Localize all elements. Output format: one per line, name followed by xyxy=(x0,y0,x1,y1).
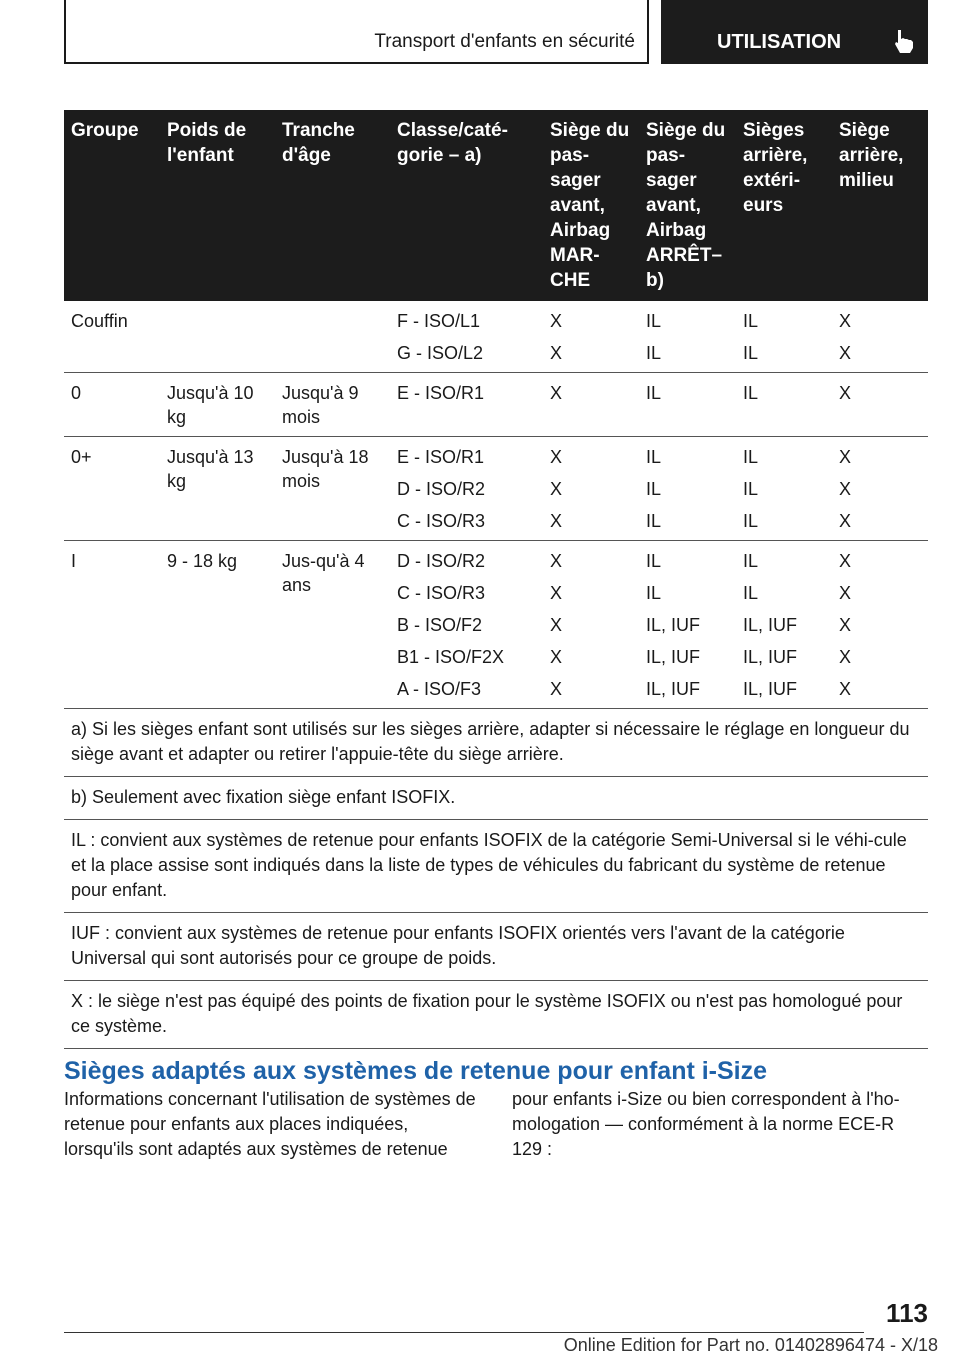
cell-line: IL xyxy=(743,311,759,331)
chapter-tab xyxy=(661,0,928,64)
table-cell-age xyxy=(275,437,390,541)
footnote-text: X : le siège n'est pas équipé des points de fixation pour le système ISOFIX ou n'est pas homologué pour ce système. xyxy=(64,981,928,1049)
footnote-text: IL : convient aux systèmes de retenue pour enfants ISOFIX de la catégorie Semi-Universal si le véhi-cule et la place assise sont indiqués dans la liste de types de véhicules du fabricant du système de retenue pour enfant. xyxy=(64,820,928,913)
table-cell-front-off xyxy=(639,301,736,373)
table-cell-classes xyxy=(390,373,543,437)
table-cell-front-on xyxy=(543,541,639,709)
table-cell-classes xyxy=(390,437,543,541)
col-header: Siège du pas-sager avant, Airbag ARRÊT– b) xyxy=(639,110,736,301)
cell-line: IL xyxy=(743,551,759,571)
table-cell-group xyxy=(64,301,160,373)
table-cell-weight xyxy=(160,301,275,373)
table-cell-age xyxy=(275,541,390,709)
table-cell-weight xyxy=(160,541,275,709)
col-header: Classe/caté-gorie – a) xyxy=(390,110,543,301)
cell-line: X xyxy=(839,679,852,699)
cell-text: 0 xyxy=(71,383,82,403)
cell-line: IL, IUF xyxy=(646,647,701,667)
cell-line: E - ISO/R1 xyxy=(397,447,485,467)
cell-line: IL, IUF xyxy=(743,679,798,699)
table-cell-rear-out xyxy=(736,373,832,437)
cell-line: X xyxy=(550,447,563,467)
table-cell-group xyxy=(64,373,160,437)
table-cell-front-off xyxy=(639,437,736,541)
cell-line: X xyxy=(839,479,852,499)
cell-line: IL xyxy=(743,343,759,363)
cell-text: Jusqu'à 10 kg xyxy=(167,383,254,427)
footnote-row xyxy=(64,913,928,981)
paragraph-left: Informations concernant l'utilisation de systèmes de retenue pour enfants aux places indiquées, lorsqu'ils sont adaptés aux systèmes de retenue xyxy=(64,1089,476,1159)
col-header: Sièges arrière, extéri-eurs xyxy=(736,110,832,301)
section-title: Transport d'enfants en sécurité xyxy=(64,0,649,64)
footnote-text: b) Seulement avec fixation siège enfant ISOFIX. xyxy=(64,777,928,820)
cell-line: B1 - ISO/F2X xyxy=(397,647,505,667)
cell-text: Jusqu'à 13 kg xyxy=(167,447,254,491)
table-row xyxy=(64,301,928,373)
cell-line: IL xyxy=(646,383,662,403)
cell-line: IL xyxy=(646,511,662,531)
cell-line: X xyxy=(839,583,852,603)
pointing-hand-icon xyxy=(892,28,916,54)
cell-line: G - ISO/L2 xyxy=(397,343,484,363)
section-heading: Sièges adaptés aux systèmes de retenue pour enfant i-Size xyxy=(64,1057,768,1085)
table-cell-age xyxy=(275,373,390,437)
cell-line: IL xyxy=(743,511,759,531)
footnote-row xyxy=(64,777,928,820)
cell-line: IL, IUF xyxy=(743,615,798,635)
cell-line: X xyxy=(839,447,852,467)
table-cell-age xyxy=(275,301,390,373)
footnote-row xyxy=(64,709,928,777)
table-cell-weight xyxy=(160,373,275,437)
cell-line: IL xyxy=(646,479,662,499)
cell-line: IL xyxy=(743,447,759,467)
cell-line: X xyxy=(839,551,852,571)
cell-line: F - ISO/L1 xyxy=(397,311,481,331)
cell-line: IL xyxy=(646,447,662,467)
footnote-row xyxy=(64,820,928,913)
cell-line: X xyxy=(550,511,563,531)
cell-line: X xyxy=(550,679,563,699)
col-header: Poids de l'enfant xyxy=(160,110,275,301)
table-cell-front-on xyxy=(543,437,639,541)
table-cell-front-off xyxy=(639,541,736,709)
footer-text: Online Edition for Part no. 01402896474 - X/18 xyxy=(563,1335,938,1355)
footnote-text: IUF : convient aux systèmes de retenue pour enfants ISOFIX orientés vers l'avant de la catégorie Universal qui sont autorisés pour ce groupe de poids. xyxy=(64,913,928,981)
table-cell-group xyxy=(64,437,160,541)
cell-text: 0+ xyxy=(71,447,92,467)
table-cell-rear-out xyxy=(736,301,832,373)
cell-line: X xyxy=(550,615,563,635)
table-header-row xyxy=(64,110,928,301)
cell-line: IL xyxy=(646,551,662,571)
cell-line: IL, IUF xyxy=(646,615,701,635)
cell-text: Couffin xyxy=(71,311,128,331)
cell-line: X xyxy=(550,311,563,331)
cell-text: Jus-qu'à 4 ans xyxy=(282,551,365,595)
cell-line: X xyxy=(839,383,852,403)
page-header xyxy=(64,0,928,64)
cell-line: X xyxy=(839,647,852,667)
cell-line: IL, IUF xyxy=(646,679,701,699)
cell-line: IL, IUF xyxy=(743,647,798,667)
cell-line: X xyxy=(839,615,852,635)
cell-text: 9 - 18 kg xyxy=(167,551,238,571)
cell-line: IL xyxy=(743,479,759,499)
table-cell-front-off xyxy=(639,373,736,437)
table-cell-classes xyxy=(390,301,543,373)
table-cell-weight xyxy=(160,437,275,541)
cell-line: IL xyxy=(646,583,662,603)
table-row xyxy=(64,541,928,709)
table-cell-group xyxy=(64,541,160,709)
cell-line: C - ISO/R3 xyxy=(397,583,486,603)
cell-text: I xyxy=(71,551,77,571)
table-cell-rear-out xyxy=(736,437,832,541)
cell-line: IL xyxy=(743,383,759,403)
table-row xyxy=(64,437,928,541)
footnote-text: a) Si les sièges enfant sont utilisés sur les sièges arrière, adapter si nécessaire le réglage en longueur du siège avant et adapter ou retirer l'appuie-tête du siège arrière. xyxy=(64,709,928,777)
table-cell-front-on xyxy=(543,301,639,373)
cell-line: X xyxy=(550,551,563,571)
child-seat-table xyxy=(64,110,928,1049)
cell-line: X xyxy=(839,343,852,363)
page-number: 113 xyxy=(886,1298,928,1328)
cell-line: X xyxy=(550,479,563,499)
cell-text: Jusqu'à 18 mois xyxy=(282,447,369,491)
table-cell-rear-mid xyxy=(832,541,928,709)
cell-line: X xyxy=(550,343,563,363)
cell-line: D - ISO/R2 xyxy=(397,551,486,571)
cell-text: Jusqu'à 9 mois xyxy=(282,383,359,427)
cell-line: C - ISO/R3 xyxy=(397,511,486,531)
cell-line: IL xyxy=(646,343,662,363)
cell-line: X xyxy=(550,383,563,403)
footer-divider xyxy=(64,1332,864,1333)
table-cell-rear-mid xyxy=(832,301,928,373)
cell-line: X xyxy=(839,311,852,331)
table-cell-classes xyxy=(390,541,543,709)
cell-line: IL xyxy=(743,583,759,603)
cell-line: E - ISO/R1 xyxy=(397,383,485,403)
table-row xyxy=(64,373,928,437)
table-cell-rear-out xyxy=(736,541,832,709)
footnote-row xyxy=(64,981,928,1049)
table-cell-rear-mid xyxy=(832,373,928,437)
cell-line: X xyxy=(839,511,852,531)
table-cell-front-on xyxy=(543,373,639,437)
cell-line: A - ISO/F3 xyxy=(397,679,482,699)
col-header: Siège du pas-sager avant, Airbag MAR-CHE xyxy=(543,110,639,301)
cell-line: X xyxy=(550,647,563,667)
cell-line: B - ISO/F2 xyxy=(397,615,483,635)
col-header: Tranche d'âge xyxy=(275,110,390,301)
cell-line: X xyxy=(550,583,563,603)
col-header: Siège arrière, milieu xyxy=(832,110,928,301)
chapter-title: UTILISATION xyxy=(717,31,842,53)
col-header: Groupe xyxy=(64,110,160,301)
table-cell-rear-mid xyxy=(832,437,928,541)
cell-line: D - ISO/R2 xyxy=(397,479,486,499)
paragraph-right: pour enfants i-Size ou bien correspondent à l'ho-mologation — conformément à la norme ECE-R 129 : xyxy=(512,1089,900,1159)
cell-line: IL xyxy=(646,311,662,331)
